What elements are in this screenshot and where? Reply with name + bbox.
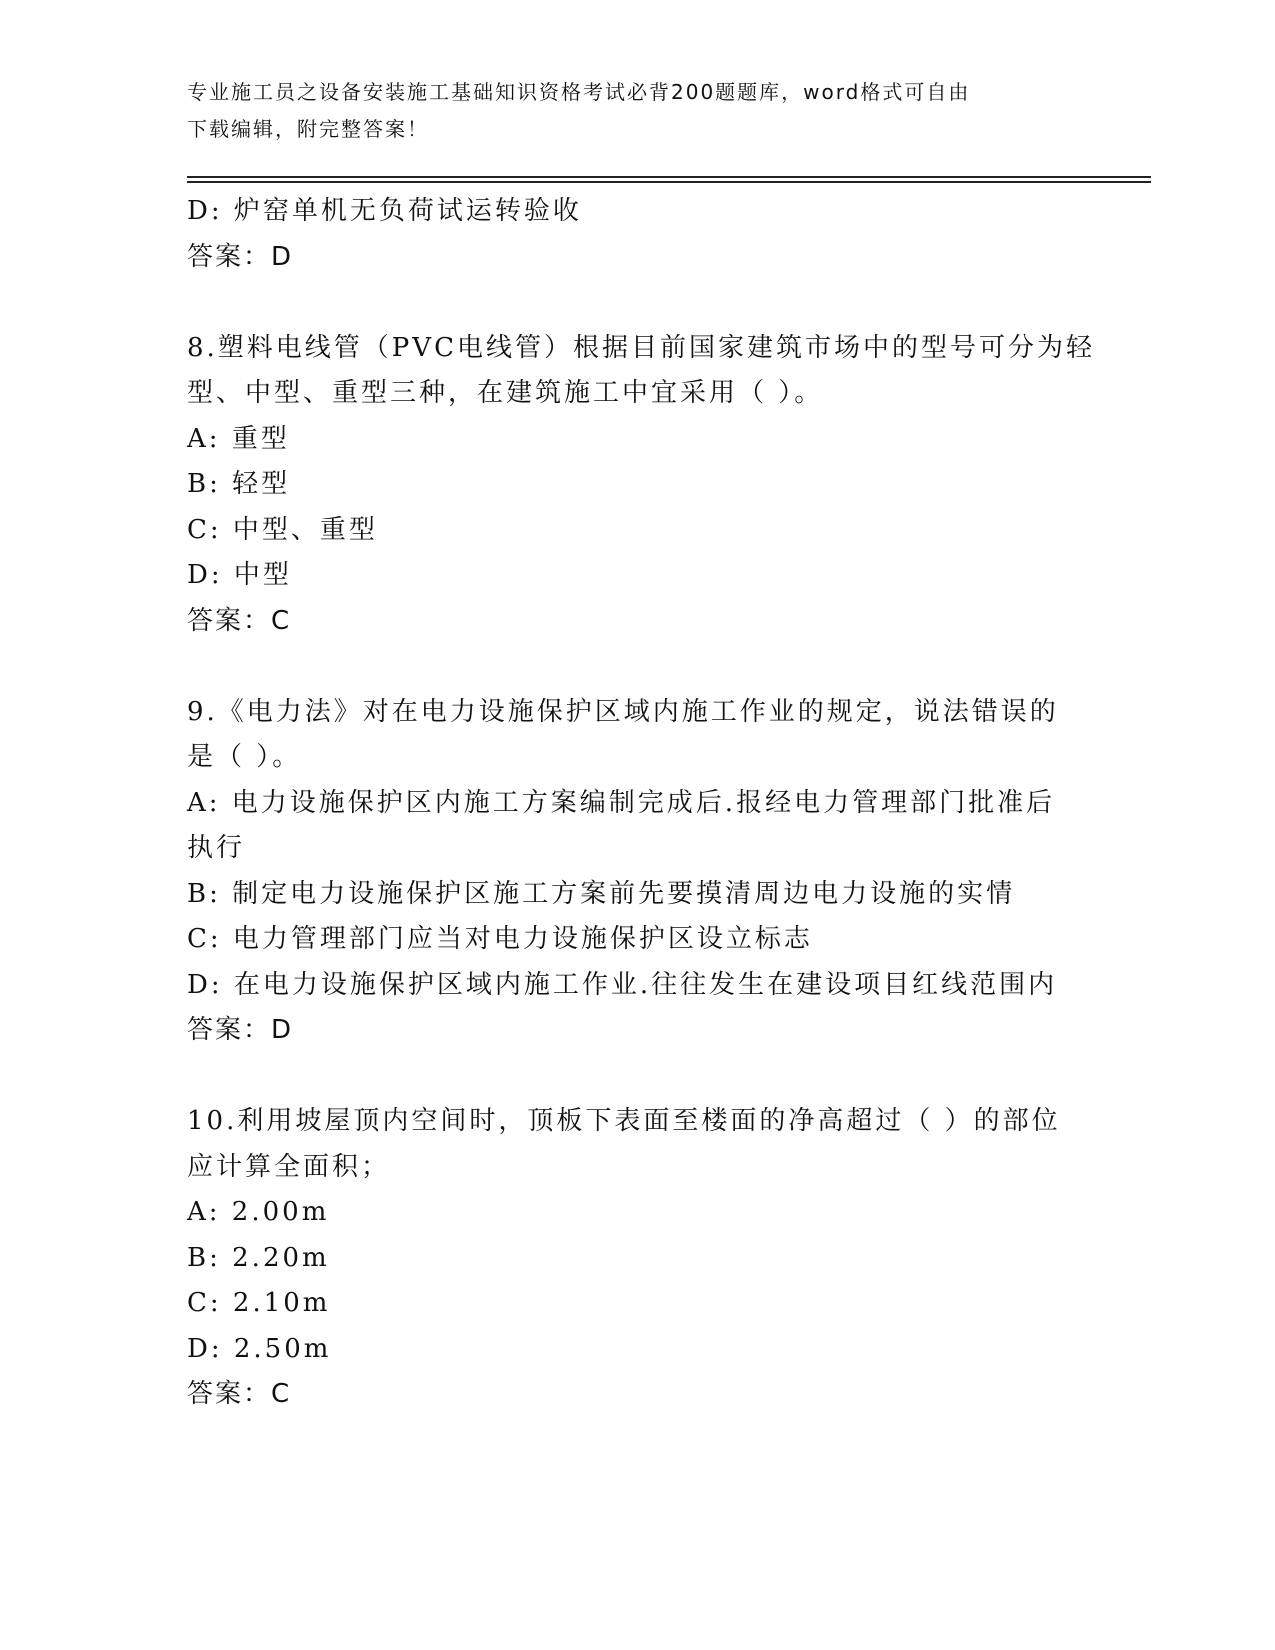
- question-block-7-tail: [187, 189, 1087, 280]
- option-d: D: 在电力设施保护区域内施工作业.往往发生在建设项目红线范围内: [187, 969, 1058, 1000]
- option-b: B: 2.20m: [187, 1242, 330, 1273]
- question-stem-line: 10.利用坡屋顶内空间时，顶板下表面至楼面的净高超过（ ）的部位: [187, 1106, 1061, 1136]
- header-rule-bottom: [187, 181, 1151, 183]
- question-stem-line: 8.塑料电线管（PVC电线管）根据目前国家建筑市场中的型号可分为轻: [187, 332, 1095, 363]
- question-block-10: [187, 1099, 1087, 1418]
- spacer: [187, 1054, 1087, 1100]
- question-stem-line: 应计算全面积；: [187, 1151, 391, 1182]
- answer-line: 答案：C: [187, 1379, 292, 1409]
- header-rule-top: [187, 176, 1151, 178]
- spacer: [187, 644, 1087, 690]
- question-stem-line: 型、中型、重型三种，在建筑施工中宜采用（ ）。: [187, 378, 824, 408]
- answer-line: 答案：D: [187, 241, 294, 272]
- option-a: A: 重型: [187, 423, 290, 454]
- answer-line: 答案：C: [187, 605, 292, 636]
- question-block-8: [187, 326, 1095, 645]
- option-c: C: 2.10m: [187, 1288, 331, 1318]
- option-b: B: 轻型: [187, 469, 291, 499]
- option-d: D: 中型: [187, 560, 292, 590]
- option-c: C: 中型、重型: [187, 514, 378, 545]
- option-a: A: 2.00m: [187, 1197, 330, 1227]
- question-stem-line: 9.《电力法》对在电力设施保护区域内施工作业的规定，说法错误的: [187, 696, 1059, 727]
- question-list: [187, 189, 1095, 1418]
- header-line-1: 专业施工员之设备安装施工基础知识资格考试必背200题题库，word格式可自由: [187, 80, 971, 104]
- answer-line: 答案：D: [187, 1015, 294, 1045]
- question-stem-line: 是（ ）。: [187, 742, 302, 772]
- option-a: A: 电力设施保护区内施工方案编制完成后.报经电力管理部门批准后: [187, 787, 1056, 818]
- question-block-9: [187, 690, 1087, 1054]
- document-header: [187, 74, 1067, 148]
- option-b: B: 制定电力设施保护区施工方案前先要摸清周边电力设施的实情: [187, 878, 1016, 909]
- spacer: [187, 280, 1087, 326]
- option-c: C: 电力管理部门应当对电力设施保护区设立标志: [187, 924, 813, 954]
- option-d: D: 炉窑单机无负荷试运转验收: [187, 196, 582, 226]
- header-line-2: 下载编辑，附完整答案！: [187, 117, 429, 141]
- option-d: D: 2.50m: [187, 1333, 332, 1364]
- option-a-continuation: 执行: [187, 833, 246, 863]
